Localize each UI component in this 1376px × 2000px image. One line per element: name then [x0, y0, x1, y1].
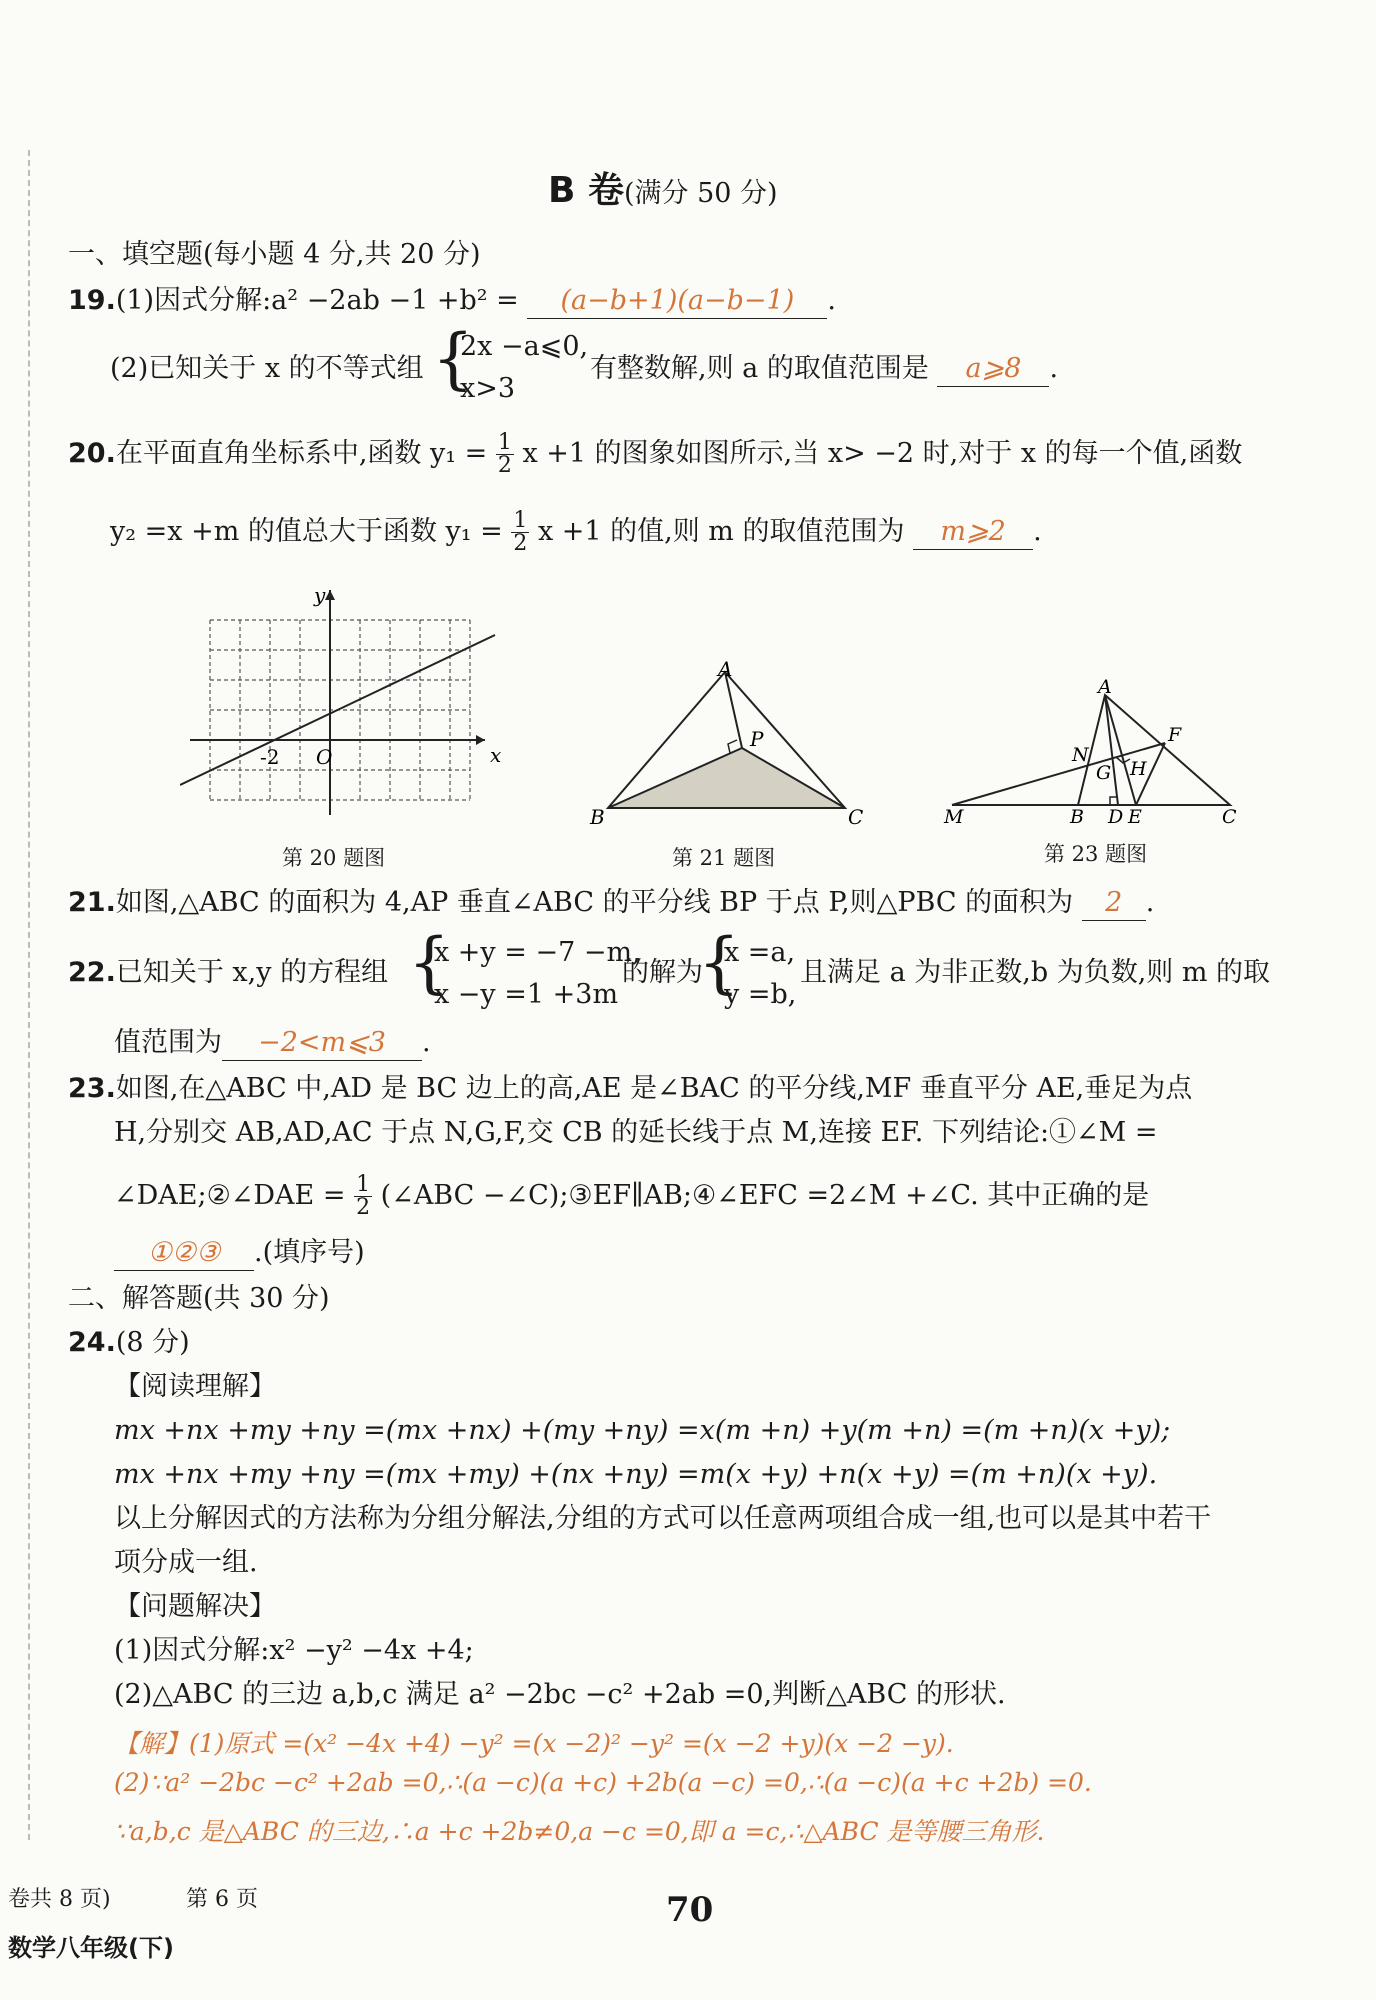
- x-axis-arrow: [476, 735, 485, 745]
- answer-blank: (a−b+1)(a−b−1): [527, 284, 827, 319]
- answer-blank: m⩾2: [913, 515, 1033, 550]
- label-c: C: [1222, 806, 1237, 825]
- tick-label-minus-2: -2: [260, 745, 280, 769]
- question-text: 如图,在△ABC 中,AD 是 BC 边上的高,AE 是∠BAC 的平分线,MF 垂直平分 AE,垂足为点: [115, 1073, 1193, 1104]
- triangle-abc: [1078, 695, 1230, 805]
- section-heading-fill-blank: [68, 238, 481, 272]
- section-title: [548, 162, 778, 213]
- punctuation: .: [422, 1027, 431, 1058]
- figure-20-graph: [180, 580, 520, 820]
- answer-blank: −2<m⩽3: [222, 1026, 422, 1061]
- fraction-denominator: 2: [497, 453, 512, 478]
- solution-line-1: x =a,: [724, 937, 796, 968]
- question-22-line-2: [114, 1026, 431, 1061]
- question-22-mid: 的解为: [622, 957, 703, 988]
- segment-ad: [1105, 695, 1118, 805]
- question-text: 有整数解,则 a 的取值范围是: [590, 353, 929, 384]
- binding-margin-line: [28, 150, 30, 1840]
- question-number: 23.: [68, 1073, 116, 1104]
- fraction-denominator: 2: [513, 531, 528, 556]
- reading-heading: 【阅读理解】: [114, 1371, 276, 1402]
- question-text: 如图,△ABC 的面积为 4,AP 垂直∠ABC 的平分线 BP 于点 P,则△PBC 的面积为: [115, 887, 1074, 918]
- label-n: N: [1072, 744, 1089, 766]
- punctuation: .: [827, 285, 836, 316]
- fraction-numerator: 1: [497, 430, 512, 455]
- question-23-line-4: [114, 1236, 365, 1271]
- question-20-line-1: [68, 432, 1242, 477]
- question-23-line-2: H,分别交 AB,AD,AC 于点 N,G,F,交 CB 的延长线于点 M,连接 EF. 下列结论:①∠M =: [114, 1117, 1158, 1148]
- question-number: 21.: [68, 887, 116, 918]
- shaded-triangle-pbc: [608, 748, 845, 808]
- question-21: [68, 886, 1154, 921]
- figure-20-caption: 第 20 题图: [282, 846, 386, 870]
- answer-blank: 2: [1082, 886, 1146, 921]
- question-text: x +1 的值,则 m 的取值范围为: [537, 516, 905, 547]
- question-text: (∠ABC −∠C);③EF∥AB;④∠EFC =2∠M +∠C. 其中正确的是: [380, 1180, 1150, 1211]
- fraction-denominator: 2: [356, 1195, 371, 1220]
- question-text: y₂ =x +m 的值总大于函数 y₁ =: [110, 516, 503, 547]
- label-m: M: [944, 806, 964, 825]
- question-text: 在平面直角坐标系中,函数 y₁ =: [115, 438, 488, 469]
- problem-heading: 【问题解决】: [114, 1591, 276, 1622]
- page-number: 70: [666, 1890, 714, 1930]
- question-text: 已知关于 x,y 的方程组: [115, 957, 389, 988]
- question-text: 值范围为: [114, 1027, 222, 1058]
- question-19-part-2-tail: [590, 352, 1058, 387]
- footer-book-title: 数学八年级(下): [8, 1934, 174, 1962]
- solution-line-1: 【解】(1)原式 =(x² −4x +4) −y² =(x −2)² −y² =(x −2 +y)(x −2 −y).: [114, 1729, 954, 1758]
- answer-blank: a⩾8: [937, 352, 1049, 387]
- example-equation-2: mx +nx +my +ny =(mx +my) +(nx +ny) =m(x +y) +n(x +y) =(m +n)(x +y).: [114, 1459, 1158, 1490]
- inequality-line-2: x>3: [460, 373, 516, 404]
- inequality-line-1: 2x −a⩽0,: [460, 331, 589, 362]
- question-23-line-1: [68, 1072, 1192, 1106]
- punctuation: .: [1033, 516, 1042, 547]
- question-number: 22.: [68, 957, 116, 988]
- segment-ap: [725, 672, 742, 748]
- problem-part-2: (2)△ABC 的三边 a,b,c 满足 a² −2bc −c² +2ab =0,判断△ABC 的形状.: [114, 1679, 1006, 1710]
- label-b: B: [1070, 806, 1084, 825]
- question-23-line-3: [114, 1174, 1149, 1219]
- question-22-line-1: [68, 956, 388, 990]
- fraction-half: [511, 510, 529, 555]
- left-brace: {: [408, 924, 450, 1001]
- origin-label: O: [316, 745, 333, 769]
- title-main: B 卷: [548, 170, 624, 211]
- question-text: x +1 的图象如图所示,当 x> −2 时,对于 x 的每一个值,函数: [522, 438, 1243, 469]
- label-p: P: [750, 727, 764, 751]
- solution-line-2: y =b,: [724, 979, 797, 1010]
- label-c: C: [848, 805, 864, 829]
- footer-total-pages: 卷共 8 页): [8, 1887, 111, 1912]
- question-19-part-2: [110, 352, 424, 386]
- label-a: A: [718, 660, 733, 681]
- description-line-1: 以上分解因式的方法称为分组分解法,分组的方式可以任意两项组合成一组,也可以是其中若干: [114, 1503, 1212, 1534]
- y-label: y: [314, 583, 326, 607]
- label-a: A: [1098, 676, 1112, 698]
- question-number: 19.: [68, 285, 116, 316]
- fraction-half: [496, 432, 514, 477]
- y-axis-arrow: [325, 590, 335, 600]
- segment-ae: [1105, 695, 1136, 805]
- equation-line-1: x +y = −7 −m,: [434, 937, 641, 968]
- question-20-line-2: [110, 510, 1042, 555]
- equation-line-2: x −y =1 +3m: [434, 979, 619, 1010]
- label-g: G: [1096, 762, 1112, 784]
- fraction-half: [354, 1174, 372, 1219]
- figure-21-caption: 第 21 题图: [672, 846, 776, 870]
- question-24-header: [68, 1326, 190, 1360]
- question-text: (1)因式分解:a² −2ab −1 +b² =: [115, 285, 519, 316]
- left-brace: {: [698, 924, 740, 1001]
- solution-line-2: (2)∵a² −2bc −c² +2ab =0,∴(a −c)(a +c) +2b(a −c) =0,∴(a −c)(a +c +2b) =0.: [114, 1768, 1092, 1797]
- label-f: F: [1168, 724, 1182, 746]
- question-text: (2)已知关于 x 的不等式组: [110, 353, 424, 384]
- problem-part-1: (1)因式分解:x² −y² −4x +4;: [114, 1635, 474, 1666]
- description-line-2: 项分成一组.: [114, 1547, 258, 1578]
- fraction-numerator: 1: [513, 508, 528, 533]
- question-text: ∠DAE;②∠DAE =: [114, 1180, 346, 1211]
- x-label: x: [490, 743, 502, 767]
- label-e: E: [1128, 806, 1142, 825]
- punctuation: .: [1049, 353, 1059, 384]
- label-b: B: [590, 805, 605, 829]
- fraction-numerator: 1: [356, 1172, 371, 1197]
- question-score: (8 分): [115, 1327, 190, 1358]
- question-number: 24.: [68, 1327, 116, 1358]
- footer-page-label: 第 6 页: [186, 1887, 258, 1912]
- question-text: .(填序号): [254, 1237, 365, 1268]
- question-19-part-1: [68, 284, 836, 319]
- label-h: H: [1130, 758, 1147, 780]
- section-heading-text: 一、填空题(每小题 4 分,共 20 分): [68, 239, 481, 270]
- figure-23-triangle: [940, 675, 1240, 825]
- title-sub: (满分 50 分): [623, 178, 778, 209]
- punctuation: .: [1145, 887, 1155, 918]
- figure-23-caption: 第 23 题图: [1044, 842, 1148, 866]
- figure-21-triangle: [580, 660, 880, 830]
- solution-line-3: ∵a,b,c 是△ABC 的三边,∴a +c +2b≠0,a −c =0,即 a =c,∴△ABC 是等腰三角形.: [114, 1817, 1045, 1846]
- dashed-grid: [210, 620, 470, 800]
- section-heading-answers: 二、解答题(共 30 分): [68, 1283, 330, 1314]
- left-brace: {: [432, 320, 474, 397]
- example-equation-1: mx +nx +my +ny =(mx +nx) +(my +ny) =x(m +n) +y(m +n) =(m +n)(x +y);: [114, 1415, 1171, 1446]
- question-22-tail: 且满足 a 为非正数,b 为负数,则 m 的取: [800, 957, 1271, 988]
- answer-blank: ①②③: [114, 1236, 254, 1271]
- label-d: D: [1108, 806, 1124, 825]
- question-number: 20.: [68, 438, 116, 469]
